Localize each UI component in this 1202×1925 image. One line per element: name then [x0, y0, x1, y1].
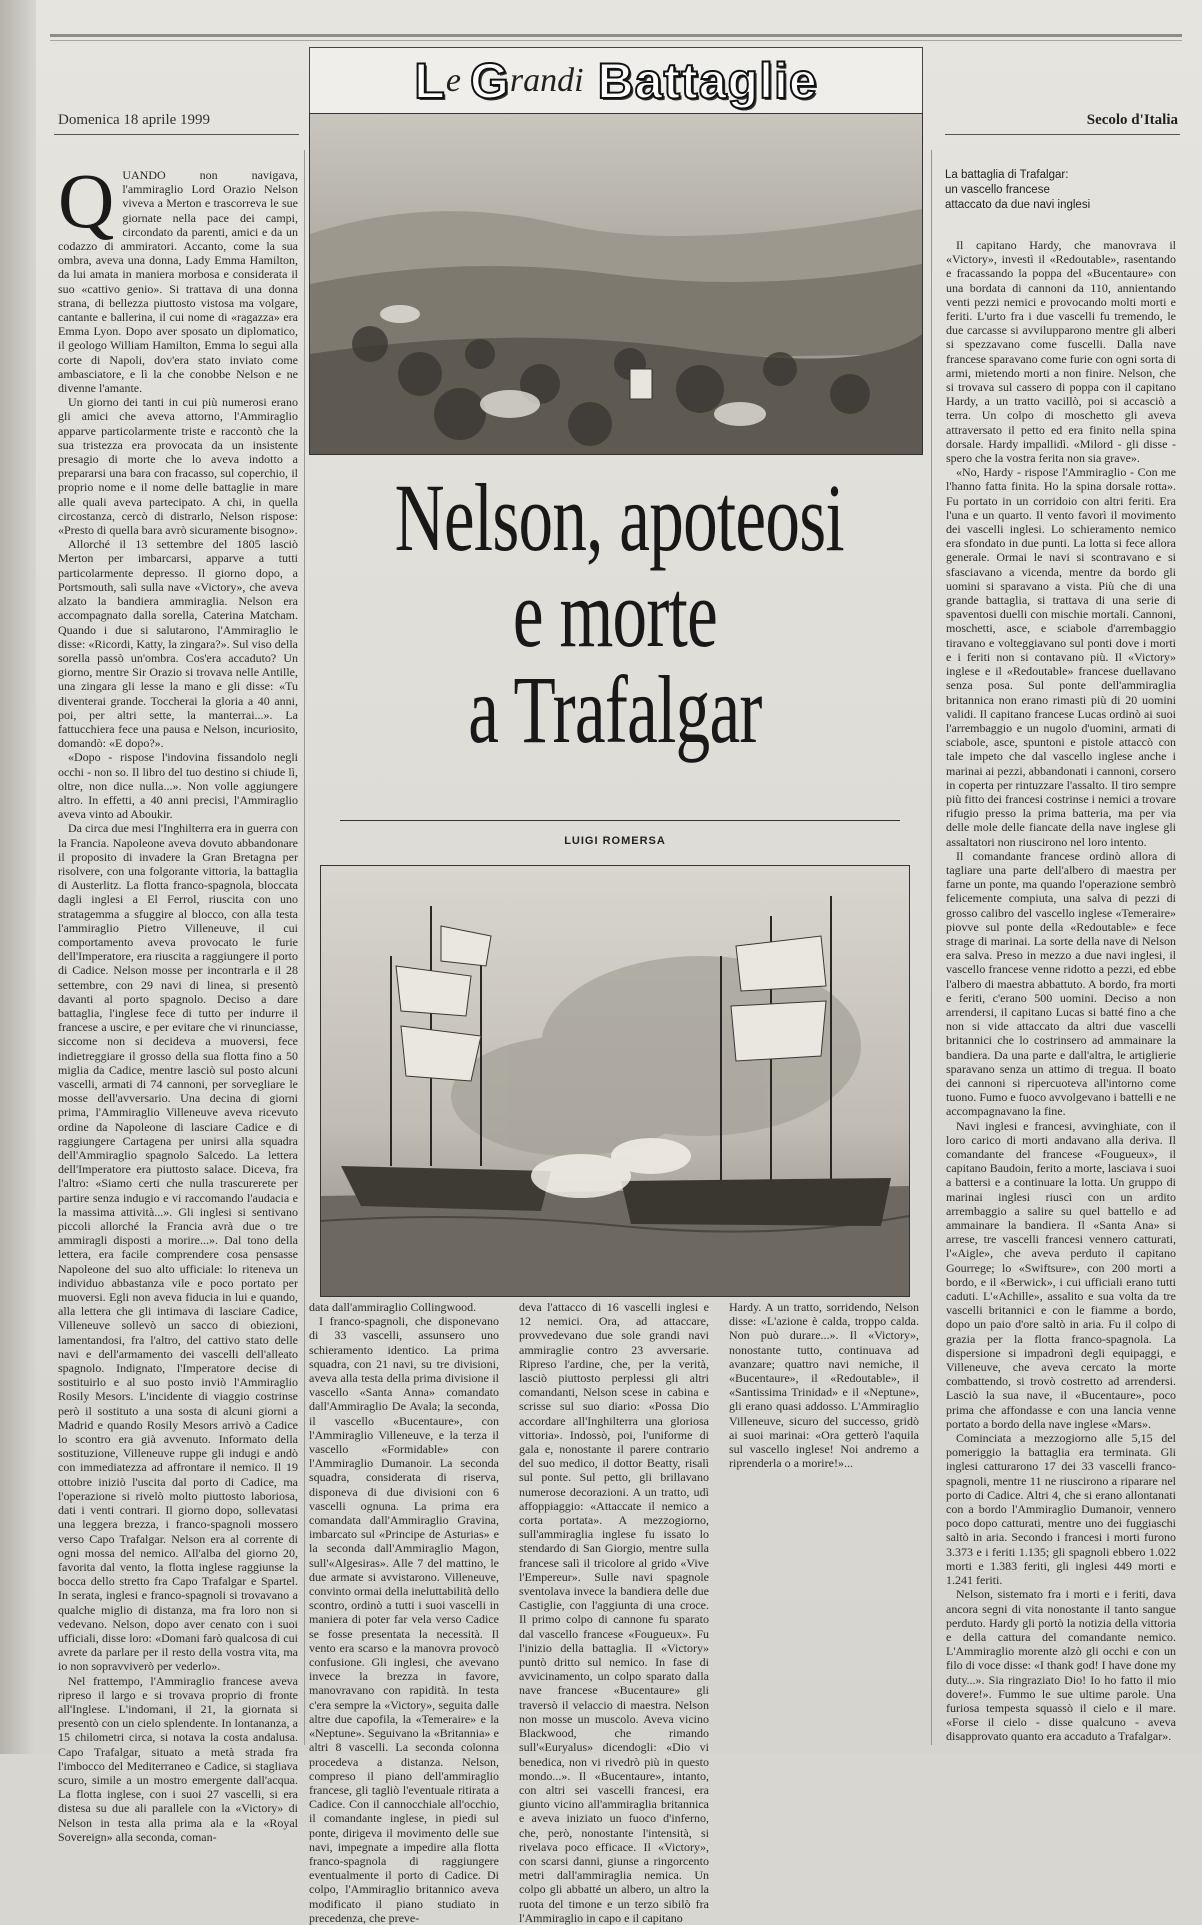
byline-rule [340, 820, 900, 821]
newspaper-name: Secolo d'Italia [1086, 112, 1178, 128]
series-banner [309, 47, 923, 115]
paragraph: Hardy. A un tratto, sorridendo, Nelson disse: «L'azione è calda, troppo calda. Non può durare...». Il «Victory», nonostante tutto, continuava ad avanzare; quattro navi nemiche, il «Bucentaure», il «Redoutable», il «Santissima Trinidad» e il «Neptune», gli erano quasi addosso. L'Ammiraglio Villeneuve, sicuro del successo, gridò ai suoi marinai: «Ora getterò l'aquila sul vascello inglese! Noi andremo a riprenderla o a morire!»... [729, 1300, 919, 1471]
battle-engraving-drawing [310, 114, 922, 454]
header-rule-right [945, 134, 1180, 135]
paragraph: Il comandante francese ordinò allora di tagliare una parte dell'albero di maestra per farne un ponte, ma quando l'operazione sembrò felicemente compiuta, una salva di pezzi di grosso calibro del vascello inglese «Temeraire» piovve sul ponte della «Redoutable» e fece strage di marinai. La sorte della nave di Nelson era salva. Preso in mezzo a due navi inglesi, il vascello francese venne ridotto a pezzi, ed ebbe l'albero di maestra abbattuto. A bordo, fra morti e feriti, c'erano 500 uomini. Deciso a non arrendersi, il capitano Lucas si batté fino a che non si vide attaccato da altri due vascelli britannici che lo costrinsero ad ammainare la bandiera. Da una parte e dall'altra, le artiglierie sparavano senza un attimo di tregua. Il boato dei cannoni si ripercuoteva all'intorno come tuono. Fumo e fuoco avvolgevano i battelli e ne accompagnavano la fine. [946, 848, 1176, 1119]
paragraph: UANDO non navigava, l'ammiraglio Lord Orazio Nelson viveva a Merton e trascorreva le sue giornate nella pace dei campi, circondato da parenti, amici e da un codazzo di ammiratori. Accanto, come la sua ombra, aveva una donna, Lady Emma Hamilton, da lui amata in maniera morbosa e considerata il suo «cattivo genio». Si trattava di una donna strana, di bellezza piuttosto vistosa ma volgare, cantante e ballerina, il cui nome di «ragazza» era Emma Lyon. Dopo aver sposato un diplomatico, il geologo William Hamilton, Emma lo seguì alla corte di Napoli, dov'era stato inviato come ambasciatore, e lì la che conobbe Nelson e ne divenne l'amante. [58, 168, 298, 396]
page-edge-shadow [0, 0, 36, 1754]
caption-line: La battaglia di Trafalgar: [945, 169, 1069, 181]
top-rule-thin [50, 40, 1182, 41]
article-column-left [58, 157, 298, 1844]
dateline: Domenica 18 aprile 1999 [58, 112, 211, 128]
author-byline: LUIGI ROMERSA [564, 835, 666, 847]
caption-line: attaccato da due navi inglesi [945, 199, 1091, 211]
naval-painting-drawing [321, 866, 909, 1296]
drop-cap: Q [58, 157, 115, 244]
article-column-bottom-2 [519, 1300, 709, 1925]
paragraph: «No, Hardy - rispose l'Ammiraglio - Con me l'hanno fatta finita. Ho la spina dorsale rotta». Fu portato in un corridoio con altri feriti. Era l'una e un quarto. Il vento favorì il movimento dei vascelli inglesi. Lo schieramento nemico era sfondato in due punti. La lotta si fece allora generale. Ormai le navi si scontravano e si sfasciavano a vicenda, mentre da bordo gli uomini si sparavano a vista. Più che di una grande battaglia, si trattava di una serie di spaventosi duelli con mischie mortali. Cannoni, moschetti, asce, e sciabole d'arrembaggio tiravano e volteggiavano sul ponti dove i morti e i feriti non si contavano più. Il «Victory» inglese e il «Redoutable» francese duellavano senza posa. Sul ponte dell'ammiraglia britannica non erano rimasti più di 20 uomini validi. Il capitano francese Lucas ordinò ai suoi l'arrembaggio e un nugolo d'uomini, armati di sciabole, asce, spuntoni e pistole attaccò con tale impeto che dal vascello inglese anche i marinai ai pezzi, abbandonati i cannoni, corsero in coperta per rintuzzare l'assalto. Il tiro sempre più fitto dei francesi costrinse i nemici a trovare rifugio presso la prima batteria, ma per via delle mole delle fiancate della nave inglese gli assaltatori non riuscirono nel loro intento. [946, 465, 1176, 849]
naval-battle-painting [320, 865, 910, 1297]
paragraph: Navi inglesi e francesi, avvinghiate, con il loro carico di morti andavano alla deriva. Il comandante del francese «Fougueux», il capitano Baudoin, ferito a morte, lasciava i suoi a battersi e a continuare la lotta. Un gruppo di marinai inglesi riuscì con un ardito arrembaggio a salire su quel battello e ad ammainare la bandiera. Il «Santa Ana» si arrese, tre vascelli francesi vennero catturati, l'«Aigle», che aveva perduto il capitano Gourrege; lo «Swiftsure», con 200 morti a bordo, e il «Berwick», i cui ufficiali erano tutti caduti. L'«Achille», assalito e sua volta da tre vascelli britannici e con le fiamme a bordo, dopo un paio d'ore saltò in aria. Fu il colpo di grazia per la flotta franco-spagnola. La dispersione si impadronì degli equipaggi, e Villeneuve, che aveva cercato la morte combattendo, si trovò costretto ad arrendersi. Lasciò la sua nave, il «Bucentaure», poco prima che affondasse e con una lancia venne portato a bordo della nave inglese «Mars». [946, 1118, 1176, 1431]
paragraph: Allorché il 13 settembre del 1805 lasciò Merton per imbarcarsi, apparve a tutti particolarmente depresso. Il giorno dopo, a Portsmouth, salì sulla nave «Victory», che aveva alzato la bandiera ammiraglia. Nelson era accompagnato dalla sorella, Caterina Matcham. Quando i due si salutarono, l'Ammiraglio le disse: «Ricordi, Katty, la zingara?». Sul viso della sorella passò un'ombra. Cos'era accaduto? Un giorno, mentre Sir Orazio si trovava nelle Antille, una zingara gli lesse la mano e gli disse: «Tu diventerai grande. Toccherai la gloria a 40 anni, poi, per altri sette, la manterrai...». La fattucchiera fece una pausa e Nelson, incuriosito, domandò: «E dopo?». [58, 537, 298, 751]
top-rule [50, 34, 1182, 37]
battle-engraving-image [309, 113, 923, 455]
paragraph: Un giorno dei tanti in cui più numerosi erano gli amici che aveva attorno, l'Ammiraglio apparve particolarmente triste e raccontò che la sua tristezza era provocata da un insistente presagio di morte che lo aveva indotto a prepararsi una bara con fracasso, sul coperchio, il proprio nome e il nome delle battaglie in mare alle quali aveva partecipato. A chi, in quella circostanza, cercò di distrarlo, Nelson rispose: «Presto di quella bara avrò sicuramente bisogno». [58, 395, 298, 538]
article-column-bottom-1 [309, 1300, 499, 1925]
banner-grandi-rest: randi [509, 62, 584, 99]
headline-line-2: e morte [512, 560, 718, 667]
paragraph: Nelson, sistemato fra i morti e i feriti, dava ancora segni di vita nonostante il tanto sangue perduto. Hardy gli portò la notizia della vittoria e della cattura del comandante nemico. L'Ammiraglio morente alzò gli occhi e con un filo di voce disse: «I thank god! I have done my duty...». Sia ringraziato Dio! Io ho fatto il mio dovere!». Fummo le sue ultime parole. Una furiosa tempesta squassò il cielo e il mare. «Forse il cielo - disse qualcuno - aveva disapprovato quanto era accaduto a Trafalgar». [946, 1587, 1176, 1744]
caption-line: un vascello francese [945, 184, 1050, 196]
banner-battaglie-rest: attaglie [634, 53, 818, 109]
headline-line-1: Nelson, apoteosi [394, 464, 844, 571]
paragraph: Il capitano Hardy, che manovrava il «Victory», investì il «Redoutable», rasentando e fracassando la poppa del «Bucentaure» con una bordata di cannoni da 110, annientando venti pezzi nemici e provocando molti morti e feriti. L'urto fra i due vascelli fu tremendo, le due carcasse si avvilupparono mentre gli alberi si spezzavano come fuscelli. Dalla nave francese sparavano come furie con ogni sorta di armi, mietendo morti a non finire. Nelson, che si trovava sul cassero di poppa con il capitano Hardy, a un tratto vacillò, poi si accasciò a terra. Un colpo di moschetto gli aveva attraversato il petto ed era finito nella spina dorsale. Hardy impallidì. «Milord - gli disse - spero che la vostra ferita non sia grave». [946, 238, 1176, 466]
paragraph: Da circa due mesi l'Inghilterra era in guerra con la Francia. Napoleone aveva dovuto abbandonare il proposito di invadere la Gran Bretagna per risolvere, con una folgorante vittoria, la battaglia di Austerlitz. La flotta franco-spagnola, bloccata dagli inglesi a El Ferrol, riuscita con uno stratagemma a sfuggire al blocco, con alla testa l'ammiraglio Pietro Villeneuve, il cui comportamento aveva provocato le furie dell'Imperatore, era riuscita a raggiungere il porto di Cadice. Nelson mosse per incontrarla e il 28 settembre, con 29 navi di linea, si presentò davanti al porto spagnolo. Deciso a dare battaglia, l'inglese fece di tutto per indurre il francese a uscire, e per evitare che vi rinunciasse, siccome non si decideva a muoversi, fece indietreggiare il grosso della sua flotta fino a 50 miglia da Cadice, mentre lasciò sul posto alcuni vascelli, armati di 74 cannoni, per sorvegliare le mosse dell'avversario. Una decina di giorni prima, l'Ammiraglio Villeneuve aveva ricevuto ordine da Napoleone di lasciare Cadice e di raggiungere Cartagena per unirsi alla squadra dell'Ammiraglio spagnolo Salcedo. La lettera dell'Imperatore era piuttosto salace. Diceva, fra l'altro: «Siamo certi che nulla trascurerete per partire senza indugio e vi raccomando l'audacia e la massima attività...». Gli inglesi si sentivano piccoli allorché la Francia avrà due o tre ammiragli disposti a morire...». Dal tono della lettera, era facile comprendere cosa pensasse Napoleone del suo alto ufficiale: lo riteneva un individuo abbastanza vile e poco portato per muoversi. Egli non aveva fiducia in lui e quando, alla lettera che gli intimava di lasciare Cadice, Villeneuve sollevò un sacco di obiezioni, lamentandosi, fra l'altro, del cattivo stato delle navi e dell'armamento dei vascelli dell'alleato spagnolo. Indignato, l'Imperatore decise di sostituirlo e al suo posto inviò l'Ammiraglio Rosily Mesors. L'incidente di viaggio costrinse però il sostituto a una sosta di alcuni giorni a Madrid e quando Rosily Mesors arrivò a Cadice lo scontro era già avvenuto. Informato della sostituzione, Villeneuve ruppe gli indugi e andò con immediatezza ad affrontare il nemico. Il 19 ottobre iniziò l'uscita dal porto di Cadice, ma l'operazione si rivelò molto piuttosto laboriosa, dati i venti contrari. Il giorno dopo, sollevatasi una leggera brezza, i franco-spagnoli mossero verso Capo Trafalgar. Nelson era al corrente di ogni mossa del nemico. All'alba del giorno 20, favorita dal vento, la flotta inglese raggiunse la bocca dello stretto fra Capo Trafalgar e Spartel. In serata, inglesi e franco-spagnoli si trovavano a qualche miglio di distanza, ma fra loro non si vedevano. Nelson, dopo aver cenato con i suoi ufficiali, disse loro: «Domani farò qualcosa di cui avrete da parlare per il resto della vostra vita, ma io non sopravviverò per vederlo». [58, 821, 298, 1674]
column-rule [304, 150, 305, 1745]
headline-line-3: a Trafalgar [468, 656, 762, 763]
banner-le-initial: L [414, 53, 446, 109]
paragraph: data dall'ammiraglio Collingwood. [309, 1300, 477, 1314]
banner-le-rest: e [445, 62, 462, 99]
banner-battaglie-initial: B [597, 53, 635, 109]
photo-caption [945, 168, 1155, 213]
paragraph: deva l'attacco di 16 vascelli inglesi e 12 nemici. Ora, ad attaccare, provvedevano due sole grandi navi ammiraglie contro 23 avversarie. Ripreso l'ardine, che, per la verità, lasciò piuttosto perplessi gli altri comandanti, Nelson scese in cabina e scrisse sul suo diario: «Possa Dio accordare all'Inghilterra una gloriosa vittoria». Indossò, poi, l'uniforme di gala e, nonostante il parere contrario del suo medico, il dottor Beatty, risalì sul ponte. Sul petto, gli brillavano numerose decorazioni. A un tratto, udì affoppiaggio: «Attaccate il nemico a corta portata». A mezzogiorno, sull'ammiraglia inglese fu issato lo stendardo di San Giorgio, mentre sulla francese salì il tricolore al grido «Vive l'Empereur». Sulle navi spagnole sventolava invece la bandiera delle due Castiglie, con l'aggiunta di una croce. Il primo colpo di cannone fu sparato dal vascello francese «Fougueux». Fu l'inizio della battaglia. Il «Victory» puntò dritto sul nemico. In fase di avvicinamento, un colpo sparato dalla nave francese «Bucentaure» gli traversò il velaccio di maestra. Nelson non mosse un muscolo. Aveva vicino Blackwood, che rimando sull'«Euryalus» dicendogli: «Dio vi benedica, non vi rivedrò più in questo mondo...». Il «Bucentaure», intanto, con altri sei vascelli francesi, era giunto vicino all'ammiraglia britannica e aveva iniziato un fuoco d'inferno, che, però, nonostante l'intensità, si rivelava poco efficace. Il «Victory», con scarsi danni, giunse a ringorcento metri dall'ammiraglia nemica. Un colpo gli abbatté un albero, un altro la ruota del timone e un terzo sibilò fra l'Ammiraglio in capo e il capitano [519, 1300, 709, 1925]
banner-grandi-initial: G [469, 53, 510, 109]
column-rule [931, 150, 932, 1745]
article-column-right [946, 238, 1176, 1743]
paragraph: I franco-spagnoli, che disponevano di 33 vascelli, assunsero uno schieramento identico. La prima squadra, con 21 navi, su tre divisioni, aveva alla testa della prima divisione il vascello «Santa Anna» comandato dall'Ammiraglio De Avala; la seconda, il vascello «Bucentaure», con l'Ammiraglio Villeneuve, e la terza il vascello «Formidable» con l'Ammiraglio Dumanoir. La seconda squadra, considerata di riserva, disponeva di due divisioni con 6 vascelli ognuna. La prima era comandata dall'Ammiraglio Gravina, imbarcato sul «Principe de Asturias» e la seconda dall'Ammiraglio Magon, sull'«Algesiras». Alle 7 del mattino, le due armate si avvistarono. Villeneuve, convinto ormai della ineluttabilità dello scontro, ordinò a tutti i suoi vascelli in maniera di poter far vela verso Cadice se fosse presentata la necessità. Il vento era scarso e la manovra provocò confusione. Gli inglesi, che avevano invece la brezza in favore, manovravano con rapidità. In testa c'era sempre la «Victory», seguita dalle altre due capofila, la «Temeraire» e la «Neptune». Seguivano la «Britannia» e altri 8 vascelli. La seconda colonna procedeva a distanza. Nelson, compreso il piano dell'ammiraglio francese, gli tagliò l'eventuale ritirata a Cadice. Con il cannocchiale all'occhio, il comandante inglese, in piedi sul ponte, dirigeva il movimento delle sue navi, impegnate a impedire alla flotta franco-spagnola di raggiungere eventualmente il porto di Cadice. Di colpo, l'Ammiraglio britannico aveva modificato il piano studiato in precedenza, che preve- [309, 1314, 499, 1925]
header-rule-left [54, 134, 299, 135]
paragraph: «Dopo - rispose l'indovina fissandolo negli occhi - non so. Il libro del tuo destino si chiude lì, oltre, non dice nulla...». Non volle aggiungere altro. In effetti, a 40 anni precisi, l'Ammiraglio aveva vinto ad Aboukir. [58, 750, 298, 822]
article-headline [394, 464, 844, 763]
paragraph: Nel frattempo, l'Ammiraglio francese aveva ripreso il largo e si trovava proprio di fronte all'Inglese. L'indomani, il 21, la giornata si presentò con un cielo splendente. In lontananza, a 15 chilometri circa, si notava la costa andalusa. Capo Trafalgar, situato a metà strada fra l'imbocco del Mediterraneo e Cadice, si stagliava scuro, simile a un mostro emergente dall'acqua. La flotta inglese, con i suoi 27 vascelli, si era distesa su due ali parallele con la «Victory» di Nelson in testa alla prima ala e la «Royal Sovereign» alla seconda, coman- [58, 1673, 298, 1844]
paragraph: Cominciata a mezzogiorno alle 5,15 del pomeriggio la battaglia era terminata. Gli inglesi catturarono 17 dei 33 vascelli franco-spagnoli, mentre 11 ne riuscirono a riparare nel porto di Cadice. Altri 4, che si erano allontanati con a bordo l'Ammiraglio Dumanoir, vennero poco dopo catturati, mentre uno dei fuggiaschi saltò in aria. Secondo i francesi i morti furono 3.373 e i feriti 1.135; gli spagnoli ebbero 1.022 morti e 1.383 feriti, gli inglesi 449 morti e 1.241 feriti. [946, 1431, 1176, 1588]
article-column-bottom-3 [729, 1300, 919, 1740]
